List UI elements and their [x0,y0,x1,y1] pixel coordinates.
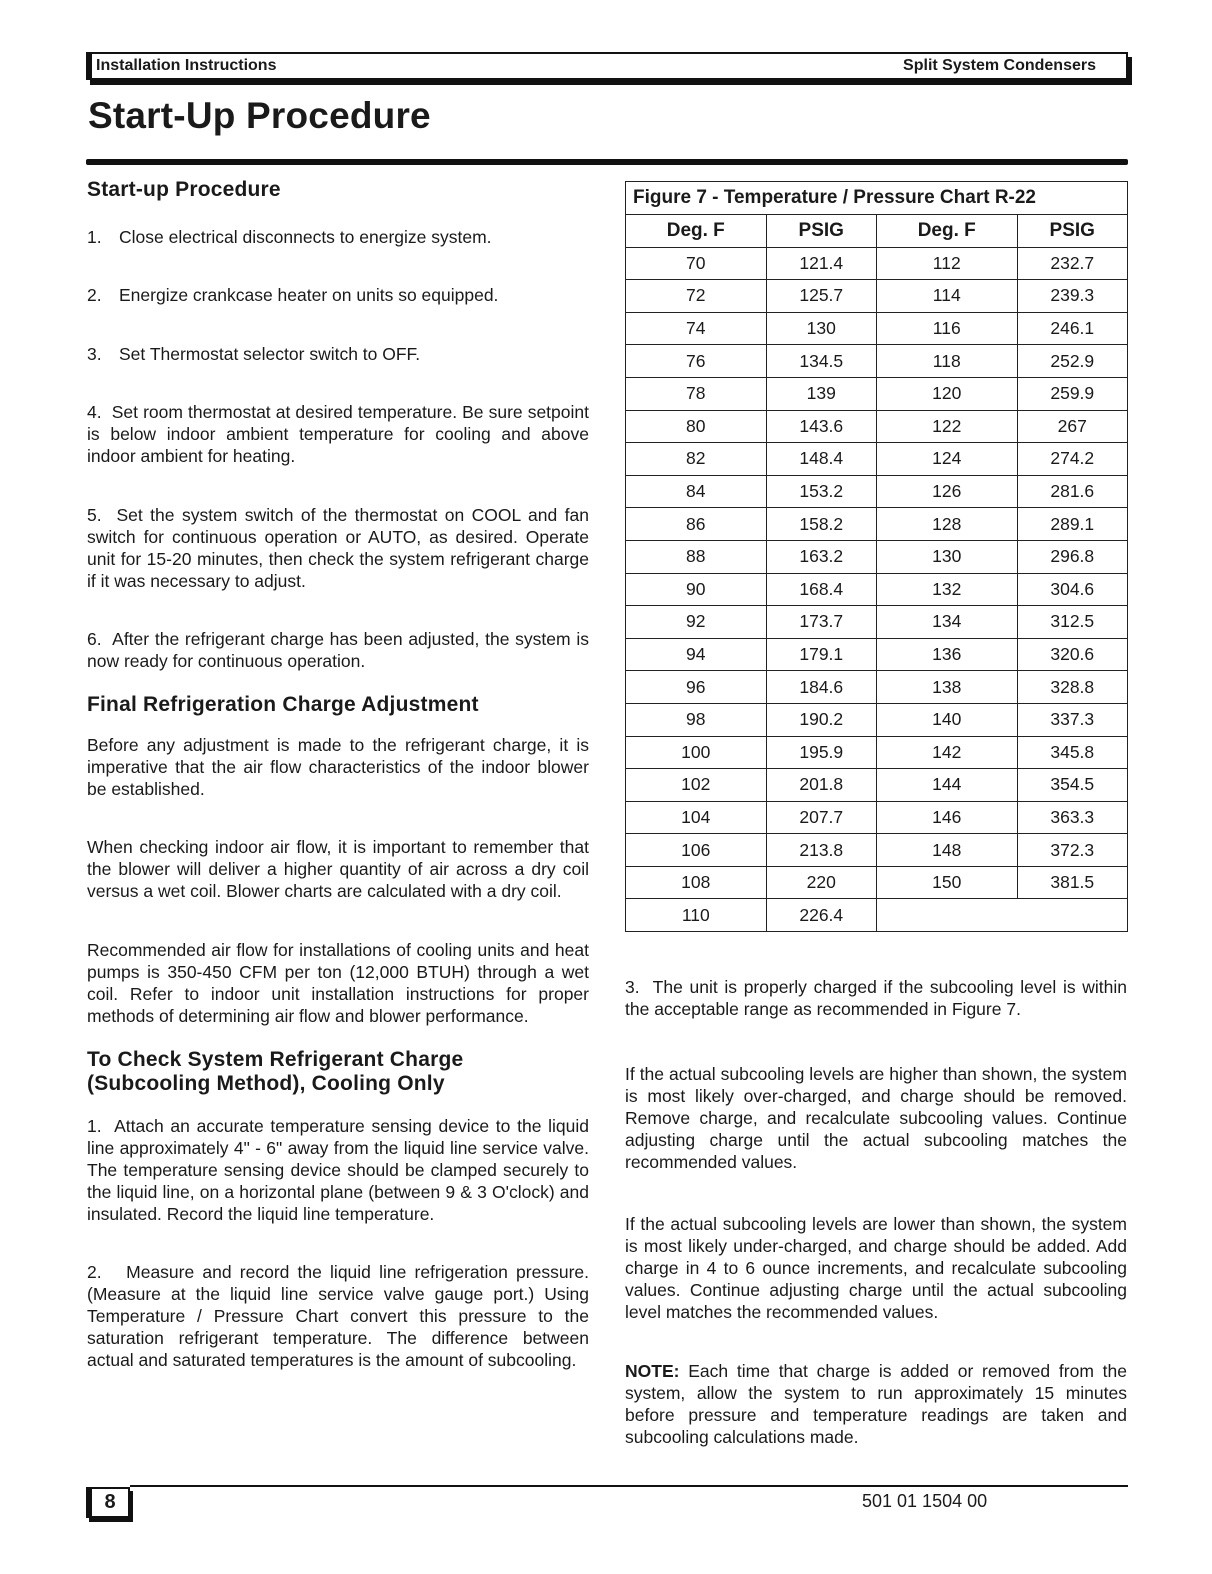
cell-psig: 372.3 [1017,834,1127,867]
cell-deg-f: 112 [876,247,1017,280]
subcooling-heading-line-2: (Subcooling Method), Cooling Only [87,1072,445,1095]
table-row [626,736,1128,769]
cell-deg-f: 82 [626,443,767,476]
page-number: 8 [86,1487,130,1518]
right-column [625,976,1127,1448]
cell-deg-f: 104 [626,801,767,834]
step-text: After the refrigerant charge has been adjusted, the system is now ready for continuous operation. [87,629,589,671]
cell-deg-f: 70 [626,247,767,280]
table-row [626,866,1128,899]
subcooling-step-2 [87,1261,589,1371]
subcooling-step-3 [625,976,1127,1020]
note-label: NOTE: [625,1361,680,1381]
undercharge-paragraph: If the actual subcooling levels are lower than shown, the system is most likely under-charged, and charge should be added. Add charge in 4 to 6 ounce increments, and recalculate subcooling values. Continue adjusting charge until the actual subcooling level matches the recommended values. [625,1214,1127,1322]
header-left-text: Installation Instructions [96,57,277,74]
subcooling-heading [87,1048,589,1096]
final-charge-para-2: When checking indoor air flow, it is important to remember that the blower will deliver a higher quantity of air across a dry coil versus a wet coil. Blower charts are calculated with a dry coil. [87,837,589,901]
cell-psig: 328.8 [1017,671,1127,704]
step-text: Close electrical disconnects to energize system. [119,227,492,247]
cell-deg-f: 110 [626,899,767,932]
cell-psig: 267 [1017,410,1127,443]
cell-psig: 246.1 [1017,312,1127,345]
title-divider [86,159,1128,165]
table-row [626,508,1128,541]
table-row [626,671,1128,704]
cell-deg-f: 72 [626,280,767,313]
running-header [86,52,1128,80]
table-row [626,638,1128,671]
step-number: 2. [87,285,102,305]
cell-deg-f: 140 [876,703,1017,736]
cell-psig: 354.5 [1017,769,1127,802]
footer-divider [130,1485,1128,1487]
cell-psig: 296.8 [1017,540,1127,573]
step-text: Set Thermostat selector switch to OFF. [119,344,421,364]
cell-psig: 184.6 [766,671,876,704]
cell-deg-f: 84 [626,475,767,508]
cell-psig: 163.2 [766,540,876,573]
note-paragraph [625,1360,1127,1448]
cell-psig: 143.6 [766,410,876,443]
cell-deg-f: 136 [876,638,1017,671]
document-number: 501 01 1504 00 [862,1491,988,1511]
step-number: 4. [87,402,102,422]
cell-deg-f: 100 [626,736,767,769]
cell-deg-f: 114 [876,280,1017,313]
cell-deg-f: 74 [626,312,767,345]
table-row [626,703,1128,736]
cell-psig: 121.4 [766,247,876,280]
cell-psig: 190.2 [766,703,876,736]
table-row [626,312,1128,345]
cell-deg-f: 126 [876,475,1017,508]
note-text: Each time that charge is added or removed from the system, allow the system to run approximately 15 minutes before pressure and temperature readings are taken and subcooling calculations made. [625,1361,1127,1447]
step-text: Set the system switch of the thermostat on COOL and fan switch for continuous operation or AUTO, as desired. Operate unit for 15-20 minutes, then check the system refrigerant charge if it was necessary to adjust. [87,505,589,591]
table-row [626,899,1128,932]
cell-deg-f: 92 [626,606,767,639]
cell-psig: 213.8 [766,834,876,867]
final-charge-para-1: Before any adjustment is made to the refrigerant charge, it is imperative that the air flow characteristics of the indoor blower be established. [87,735,589,799]
final-charge-heading: Final Refrigeration Charge Adjustment [87,693,479,716]
cell-deg-f: 134 [876,606,1017,639]
cell-deg-f: 76 [626,345,767,378]
table-row [626,606,1128,639]
cell-psig: 320.6 [1017,638,1127,671]
cell-psig: 201.8 [766,769,876,802]
cell-psig: 289.1 [1017,508,1127,541]
step-text: Attach an accurate temperature sensing device to the liquid line approximately 4" - 6" away from the liquid line service valve. The temperature sensing device should be clamped securely to the liquid line, on a horizontal plane (between 9 & 3 O'clock) and insulated. Record the liquid line temperature. [87,1116,590,1224]
cell-deg-f: 102 [626,769,767,802]
table-row [626,834,1128,867]
table-row [626,540,1128,573]
cell-psig: 179.1 [766,638,876,671]
cell-psig: 173.7 [766,606,876,639]
step-number: 3. [625,977,640,997]
col-header-psig-1: PSIG [766,215,876,248]
cell-deg-f: 142 [876,736,1017,769]
cell-psig: 168.4 [766,573,876,606]
cell-psig: 312.5 [1017,606,1127,639]
table-row [626,377,1128,410]
table-row [626,573,1128,606]
table-row [626,801,1128,834]
cell-psig: 281.6 [1017,475,1127,508]
startup-step-4 [87,401,589,467]
cell-psig: 381.5 [1017,866,1127,899]
subcooling-step-1 [87,1115,589,1225]
step-text: Measure and record the liquid line refrigeration pressure. (Measure at the liquid line service valve gauge port.) Using Temperature / Pressure Chart convert this pressure to the saturation refrigerant temperature. The difference between actual and saturated temperatures is the amount of subcooling. [87,1262,589,1370]
cell-psig: 207.7 [766,801,876,834]
cell-deg-f: 94 [626,638,767,671]
cell-deg-f: 122 [876,410,1017,443]
cell-deg-f: 98 [626,703,767,736]
cell-deg-f: 86 [626,508,767,541]
cell-deg-f: 132 [876,573,1017,606]
step-text: Set room thermostat at desired temperature. Be sure setpoint is below indoor ambient temperature for cooling and above indoor ambient for heating. [87,402,589,466]
subcooling-heading-line-1: To Check System Refrigerant Charge [87,1048,464,1071]
cell-deg-f: 116 [876,312,1017,345]
cell-deg-f: 118 [876,345,1017,378]
table-row [626,345,1128,378]
step-number: 1. [87,227,102,247]
col-header-deg-f-1: Deg. F [626,215,767,248]
table-row [626,443,1128,476]
startup-step-5 [87,504,589,592]
cell-deg-f: 130 [876,540,1017,573]
step-text: The unit is properly charged if the subcooling level is within the acceptable range as recommended in Figure 7. [625,977,1127,1019]
cell-deg-f: 80 [626,410,767,443]
cell-psig: 226.4 [766,899,876,932]
cell-psig: 363.3 [1017,801,1127,834]
table-row [626,769,1128,802]
cell-deg-f: 146 [876,801,1017,834]
cell-empty [876,899,1127,932]
cell-psig: 139 [766,377,876,410]
cell-deg-f: 88 [626,540,767,573]
startup-step-6 [87,628,589,672]
step-number: 3. [87,344,102,364]
table-row [626,410,1128,443]
cell-psig: 195.9 [766,736,876,769]
figure-caption: Figure 7 - Temperature / Pressure Chart R-22 [626,182,1128,215]
final-charge-para-3: Recommended air flow for installations of cooling units and heat pumps is 350-450 CFM per ton (12,000 BTUH) through a wet coil. Refer to indoor unit installation instructions for proper methods of determining air flow and blower performance. [87,940,589,1026]
cell-deg-f: 96 [626,671,767,704]
cell-psig: 153.2 [766,475,876,508]
cell-deg-f: 128 [876,508,1017,541]
cell-psig: 274.2 [1017,443,1127,476]
cell-deg-f: 144 [876,769,1017,802]
cell-psig: 130 [766,312,876,345]
cell-psig: 158.2 [766,508,876,541]
temperature-pressure-table [625,181,1128,932]
step-number: 1. [87,1116,102,1136]
startup-step-2 [87,284,589,306]
col-header-deg-f-2: Deg. F [876,215,1017,248]
cell-psig: 337.3 [1017,703,1127,736]
left-column [87,178,589,1371]
cell-deg-f: 150 [876,866,1017,899]
cell-psig: 345.8 [1017,736,1127,769]
table-row [626,280,1128,313]
cell-psig: 252.9 [1017,345,1127,378]
startup-heading: Start-up Procedure [87,178,281,201]
cell-psig: 148.4 [766,443,876,476]
step-number: 5. [87,505,102,525]
cell-deg-f: 106 [626,834,767,867]
table-row [626,475,1128,508]
cell-deg-f: 120 [876,377,1017,410]
cell-deg-f: 124 [876,443,1017,476]
cell-psig: 125.7 [766,280,876,313]
overcharge-paragraph: If the actual subcooling levels are higher than shown, the system is most likely over-charged, and charge should be removed. Remove charge, and recalculate subcooling values. Continue adjusting charge until the actual subcooling matches the recommended values. [625,1064,1127,1172]
table-body [626,247,1128,931]
step-number: 2. [87,1262,102,1282]
header-right-text: Split System Condensers [903,57,1096,74]
cell-deg-f: 138 [876,671,1017,704]
cell-deg-f: 108 [626,866,767,899]
cell-deg-f: 148 [876,834,1017,867]
cell-psig: 239.3 [1017,280,1127,313]
cell-deg-f: 78 [626,377,767,410]
cell-psig: 232.7 [1017,247,1127,280]
cell-psig: 259.9 [1017,377,1127,410]
step-number: 6. [87,629,102,649]
col-header-psig-2: PSIG [1017,215,1127,248]
page-title: Start-Up Procedure [88,95,431,136]
cell-psig: 304.6 [1017,573,1127,606]
cell-deg-f: 90 [626,573,767,606]
table-row [626,247,1128,280]
step-text: Energize crankcase heater on units so equipped. [119,285,499,305]
startup-step-3 [87,343,589,365]
cell-psig: 220 [766,866,876,899]
cell-psig: 134.5 [766,345,876,378]
startup-step-1 [87,226,589,248]
